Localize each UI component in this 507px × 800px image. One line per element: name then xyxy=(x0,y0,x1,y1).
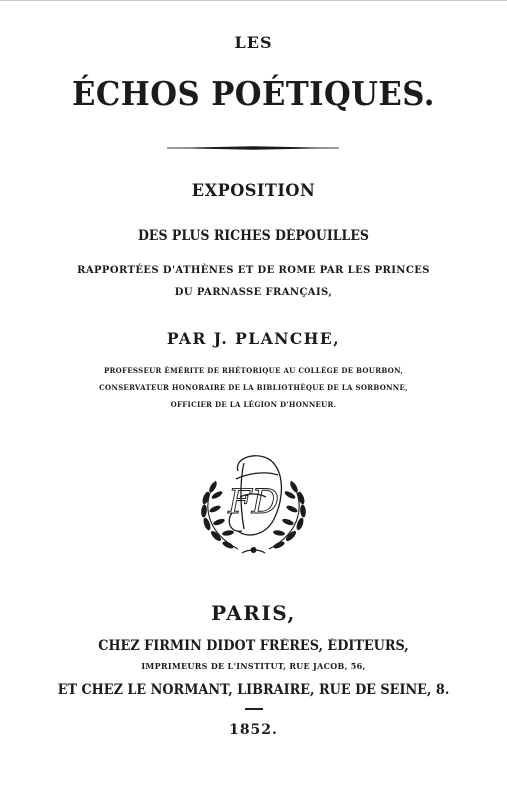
publisher-line-1: CHEZ FIRMIN DIDOT FRÈRES, ÉDITEURS, xyxy=(98,638,409,654)
publisher-line-2: IMPRIMEURS DE L'INSTITUT, RUE JACOB, 56, xyxy=(141,661,366,671)
credential-line-2: CONSERVATEUR HONORAIRE DE LA BIBLIOTHÈQUE DE LA SORBONNE, xyxy=(99,383,408,392)
publisher-line-3: ET CHEZ LE NORMANT, LIBRAIRE, RUE DE SEINE, 8. xyxy=(57,682,450,698)
book-title: ÉCHOS POÉTIQUES. xyxy=(72,74,435,113)
publisher-monogram-wreath-icon xyxy=(186,449,321,559)
publication-year: 1852. xyxy=(229,722,278,738)
credential-line-1: PROFESSEUR ÉMÉRITE DE RHÉTORIQUE AU COLLÉGE DE BOURBON, xyxy=(103,366,404,375)
decorative-rule xyxy=(167,144,339,152)
credential-line-3: OFFICIER DE LA LÉGION D'HONNEUR. xyxy=(170,400,337,409)
subtitle-line-3: RAPPORTÉES D'ATHÈNES ET DE ROME PAR LES PRINCES xyxy=(77,265,430,276)
vignette-monogram: FD xyxy=(228,482,279,522)
imprint-city: PARIS, xyxy=(211,601,296,625)
short-divider xyxy=(245,708,263,710)
title-article: LES xyxy=(234,33,273,52)
subtitle: EXPOSITION xyxy=(191,181,316,201)
author-line: PAR J. PLANCHE, xyxy=(166,329,341,348)
subtitle-line-2: DES PLUS RICHES DÉPOUILLES xyxy=(138,228,369,244)
subtitle-line-4: DU PARNASSE FRANÇAIS, xyxy=(174,287,333,298)
